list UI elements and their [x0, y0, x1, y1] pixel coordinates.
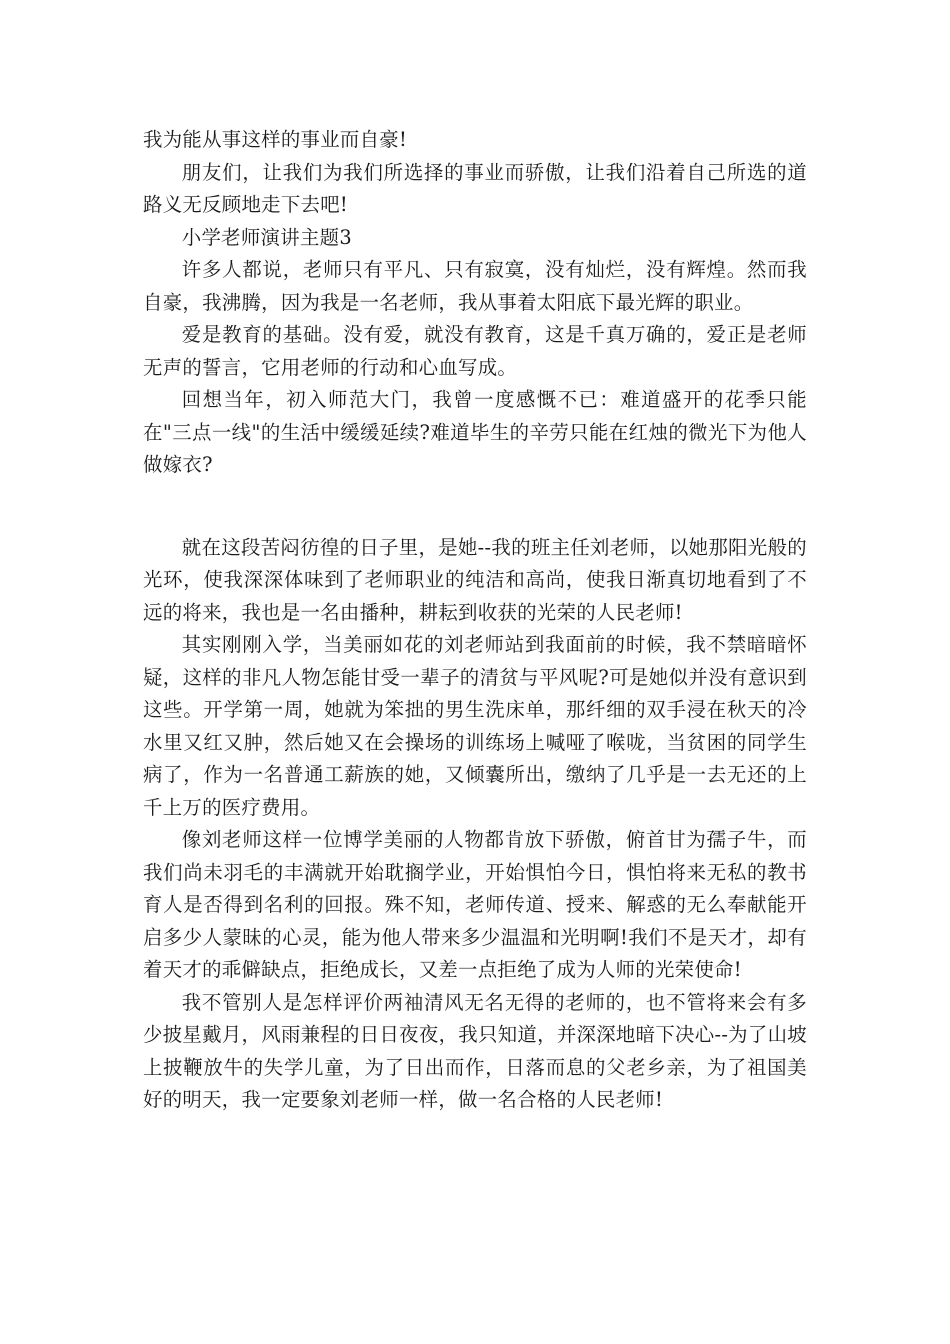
paragraph-2: 朋友们，让我们为我们所选择的事业而骄傲，让我们沿着自己所选的道路义无反顾地走下去吧! — [143, 160, 807, 216]
paragraph-4: 爱是教育的基础。没有爱，就没有教育，这是千真万确的，爱正是老师无声的誓言，它用老师的行动和心血写成。 — [143, 323, 807, 379]
section-heading: 小学老师演讲主题3 — [181, 225, 352, 249]
document-body — [143, 124, 807, 1117]
paragraph-8: 像刘老师这样一位博学美丽的人物都肯放下骄傲，俯首甘为孺子牛，而我们尚未羽毛的丰满就开始耽搁学业，开始惧怕今日，惧怕将来无私的教书育人是否得到名利的回报。殊不知，老师传道、授来、解惑的无么奉献能开启多少人蒙昧的心灵，能为他人带来多少温温和光明啊!我们不是天才，却有着天才的乖僻缺点，拒绝成长，又差一点拒绝了成为人师的光荣使命! — [143, 828, 807, 981]
paragraph-3: 许多人都说，老师只有平凡、只有寂寞，没有灿烂，没有辉煌。然而我自豪，我沸腾，因为我是一名老师，我从事着太阳底下最光辉的职业。 — [143, 258, 807, 314]
paragraph-6: 就在这段苦闷彷徨的日子里，是她--我的班主任刘老师，以她那阳光般的光环，使我深深体味到了老师职业的纯洁和高尚，使我日渐真切地看到了不远的将来，我也是一名由播种，耕耘到收获的光荣的人民老师! — [143, 535, 807, 624]
paragraph-1: 我为能从事这样的事业而自豪! — [143, 128, 408, 151]
paragraph-9: 我不管别人是怎样评价两袖清风无名无得的老师的，也不管将来会有多少披星戴月，风雨兼程的日日夜夜，我只知道，并深深地暗下决心--为了山坡上披鞭放牛的失学儿童，为了日出而作，日落而息的父老乡亲，为了祖国美好的明天，我一定要象刘老师一样，做一名合格的人民老师! — [143, 990, 807, 1111]
paragraph-7: 其实刚刚入学，当美丽如花的刘老师站到我面前的时候，我不禁暗暗怀疑，这样的非凡人物怎能甘受一辈子的清贫与平风呢?可是她似并没有意识到这些。开学第一周，她就为笨拙的男生洗床单，那纤细的双手浸在秋天的冷水里又红又肿，然后她又在会操场的训练场上喊哑了喉咙，当贫困的同学生病了，作为一名普通工薪族的她，又倾囊所出，缴纳了几乎是一去无还的上千上万的医疗费用。 — [143, 633, 807, 819]
paragraph-5: 回想当年，初入师范大门，我曾一度感慨不已：难道盛开的花季只能在"三点一线"的生活中缓缓延续?难道毕生的辛劳只能在红烛的微光下为他人做嫁衣? — [143, 388, 807, 476]
